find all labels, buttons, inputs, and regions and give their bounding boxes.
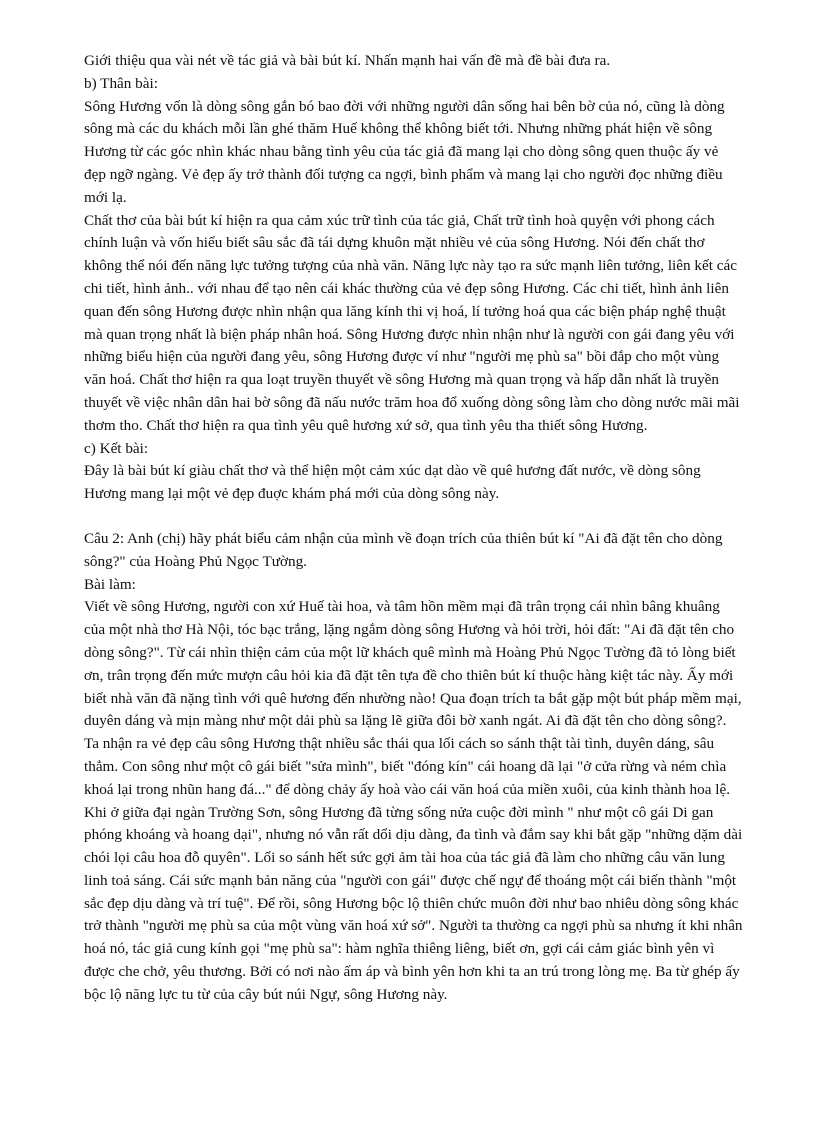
answer-heading: Bài làm:: [84, 575, 136, 593]
body-paragraph-2: Chất thơ của bài bút kí hiện ra qua cảm xúc trữ tình của tác giả, Chất trữ tình hoà quyện với phong cách chính luận và vốn hiểu biết sâu sắc đã tái dựng khuôn mặt nhiều vẻ của sông Hương. Nói đến chất thơ không thể nói đến năng lực tưởng tượng của nhà văn. Năng lực này tạo ra sức mạnh liên tưởng, liên kết các chi tiết, hình ảnh.. với nhau để tạo nên cái khác thường của vẻ đẹp sông Hương. Các chi tiết, hình ảnh liên quan đến sông Hương được nhìn nhận qua lăng kính thi vị hoá, lí tưởng hoá qua các biện pháp nghệ thuật mà quan trọng nhất là biện pháp nhân hoá. Sông Hương được nhìn nhận như là người con gái đang yêu với những biểu hiện của người đang yêu, sông Hương được ví như "người mẹ phù sa" bồi đắp cho một vùng văn hoá. Chất thơ hiện ra qua loạt truyền thuyết về sông Hương mà quan trọng và hấp dẫn nhất là truyền thuyết về việc nhân dân hai bờ sông đã nấu nước trăm hoa đổ xuống dòng sông làm cho dòng nước mãi mãi thơm tho. Chất thơ hiện ra qua tình yêu quê hương xứ sở, qua tình yêu tha thiết sông Hương.: [84, 211, 740, 434]
paragraph-spacer: [84, 506, 744, 528]
conclusion-heading: c) Kết bài:: [84, 439, 149, 457]
intro-line: Giới thiệu qua vài nét về tác giả và bài bút kí. Nhấn mạnh hai vấn đề mà đề bài đưa ra.: [84, 52, 611, 69]
answer-paragraph: Viết về sông Hương, người con xứ Huế tài hoa, và tâm hồn mềm mại đã trân trọng cái nhìn bâng khuâng của một nhà thơ Hà Nội, tóc bạc trắng, lặng ngắm dòng sông Hương và hỏi trời, hỏi đất: "Ai đã đặt tên cho dòng sông?". Từ cái nhìn thiện cảm của một lữ khách quê mình mà Hoàng Phủ Ngọc Tường đã tỏ lòng biết ơn, trân trọng đến mức mượn câu hỏi kia đã đặt tên tựa đề cho thiên bút kí thuộc hàng kiệt tác này. Ấy mới biết nhà văn đã nặng tình với quê hương đến nhường nào! Qua đoạn trích ta bắt gặp một bút pháp mềm mại, duyên dáng và mịn màng như một dải phù sa lặng lẽ giữa đôi bờ xanh ngát. Ai đã đặt tên cho dòng sông?. Ta nhận ra vẻ đẹp câu sông Hương thật nhiều sắc thái qua lối cách so sánh thật tài tình, duyên dáng, sâu thẳm. Con sông như một cô gái biết "sửa mình", biết "đóng kín" cái hoang dã lại "ở cửa rừng và ném chìa khoá lại trong nhũn hang đá..." để dòng chảy ấy hoà vào cái văn hoá của miền xuôi, của kinh thành hoa lệ. Khi ở giữa đại ngàn Trường Sơn, sông Hương đã từng sống nửa cuộc đời mình " như một cô gái Di gan phóng khoáng và hoang dại", nhưng nó vẫn rất dổi dịu dàng, đa tình và đắm say khi bắt gặp "những dặm dài chói lọi câu hoa đỗ quyên". Lối so sánh hết sức gợi ảm tài hoa của tác giả đã làm cho những câu văn lung linh toả sáng. Cái sức mạnh bản năng của "người con gái" được chế ngự để thoáng một cái biến thành "một sắc đẹp dịu dàng và trí tuệ". Để rồi, sông Hương bộc lộ thiên chức muôn đời như bao nhiêu dòng sông khác trở thành "người mẹ phù sa của một vùng văn hoá xứ sở". Người ta thường ca ngợi phù sa nhưng ít khi nhân hoá nó, tác giả cung kính gọi "mẹ phù sa": hàm nghĩa thiêng liêng, biết ơn, gợi cái cảm giác bình yên vì được che chở, yêu thương. Bởi có nơi nào ấm áp và bình yên hơn khi ta an trú trong lòng mẹ. Ba từ ghép ấy bộc lộ năng lực tu từ của cây bút núi Ngự, sông Hương này.: [84, 598, 743, 1003]
question-2: Câu 2: Anh (chị) hãy phát biểu cảm nhận của mình về đoạn trích của thiên bút kí "Ai đã đặt tên cho dòng sông?" của Hoàng Phủ Ngọc Tường.: [84, 529, 723, 570]
conclusion-paragraph: Đây là bài bút kí giàu chất thơ và thể hiện một cảm xúc dạt dào về quê hương đất nước, về dòng sông Hương mang lại một vẻ đẹp đuợc khám phá mới của dòng sông này.: [84, 462, 701, 503]
body-paragraph-1: Sông Hương vốn là dòng sông gắn bó bao đời với những người dân sống hai bên bờ của nó, cũng là dòng sông mà các du khách mỗi lần ghé thăm Huế không thể không biết tới. Nhưng những phát hiện về sông Hương từ các góc nhìn khác nhau bằng tình yêu của tác giả đã mang lại cho dòng sông quen thuộc ấy vẻ đẹp ngỡ ngàng. Vẻ đẹp ấy trở thành đối tượng ca ngợi, bình phẩm và mang lại cho người đọc những điều mới lạ.: [84, 97, 725, 206]
document-page: [84, 50, 744, 1007]
body-heading: b) Thân bài:: [84, 74, 158, 92]
